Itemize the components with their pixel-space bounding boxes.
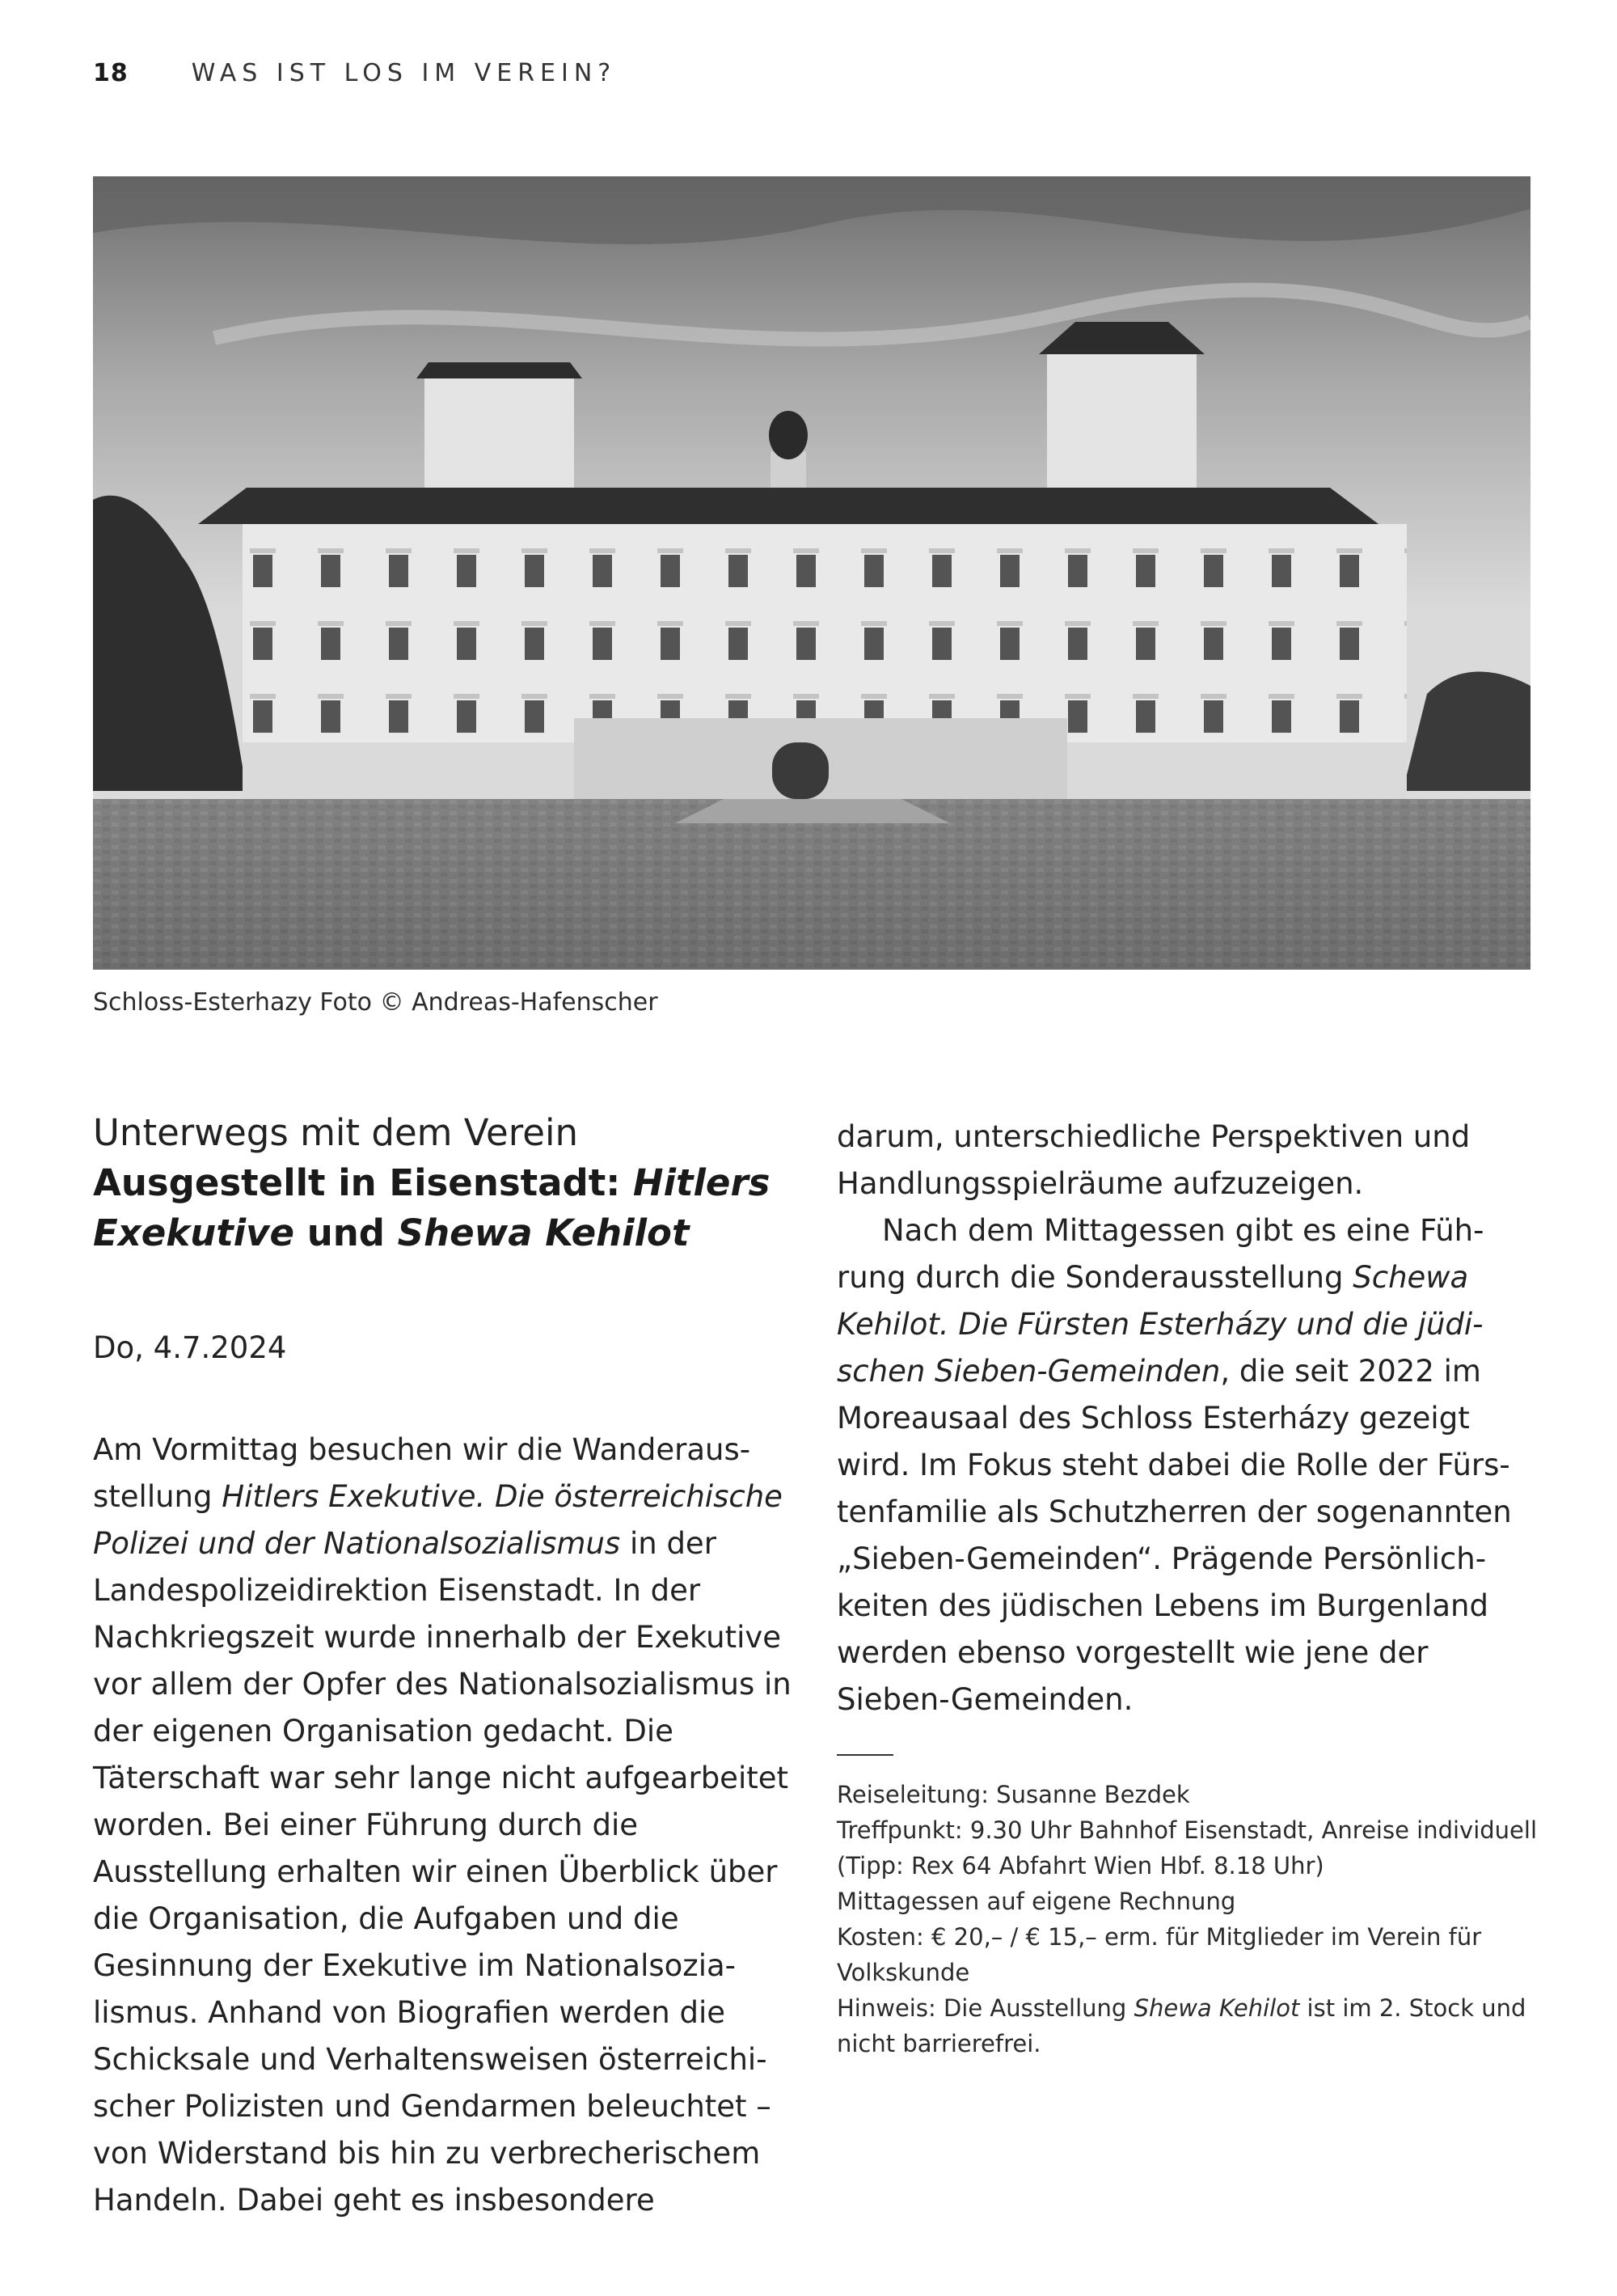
exhibition-title: Schewa Kehilot. Die Fürsten Esterházy und die jüdischen Sieben-Gemeinden (837, 1260, 1484, 1389)
info-leitung: Reiseleitung: Susanne Bezdek (837, 1781, 1190, 1808)
headline-part: und (294, 1211, 398, 1254)
running-header (93, 57, 616, 89)
info-kosten: Kosten: € 20,– / € 15,– erm. für Mitglieder im Verein für Volkskunde (837, 1923, 1482, 1986)
headline-italic: Hitlers (632, 1161, 771, 1204)
left-body-paragraph (93, 1427, 796, 2224)
article-headline (93, 1158, 796, 1258)
headline-italic: Shewa Kehilot (397, 1211, 690, 1254)
left-column (93, 1108, 796, 2224)
right-column (837, 1114, 1540, 2061)
right-body-paragraph-2 (837, 1207, 1540, 1723)
info-treffpunkt: Treffpunkt: 9.30 Uhr Bahnhof Eisenstadt, Anreise individuell (Tipp: Rex 64 Abfahrt Wien Hbf. 8.18 Uhr) (837, 1816, 1538, 1880)
headline-part: Ausgestellt in Eisenstadt: (93, 1161, 633, 1204)
page-number: 18 (93, 58, 129, 87)
info-text: Hinweis: Die Ausstellung (837, 1994, 1134, 2022)
photo-caption: Schloss-Esterhazy Foto © Andreas-Hafenscher (93, 988, 658, 1017)
info-hinweis (837, 1990, 1540, 2061)
headline-italic: Exekutive (93, 1211, 295, 1254)
info-italic: Shewa Kehilot (1134, 1994, 1300, 2022)
event-date: Do, 4.7.2024 (93, 1330, 287, 1365)
right-body-paragraph-1: darum, unterschiedliche Perspektiven und Handlungsspielräume aufzuzeigen. (837, 1119, 1471, 1201)
castle-photo (93, 176, 1530, 970)
schloss-esterhazy-image (93, 176, 1530, 970)
body-text: Am Vormittag besuchen wir die Wanderausstellung (93, 1432, 751, 1514)
exhibition-title: Hitlers Exekutive. Die österreichische Polizei und der Nationalsozialismus (93, 1479, 783, 1561)
info-mittagessen: Mittagessen auf eigene Rechnung (837, 1888, 1236, 1915)
section-title: WAS IST LOS IM VEREIN? (191, 58, 617, 87)
body-text: , die seit 2022 im Moreausaal des Schloss Esterházy gezeigt wird. Im Fokus steht dabei die Rolle der Fürstenfamilie als Schutzherren der sogenannten „Sieben-Gemeinden“. Prägende Persönlichkeiten des jüdischen Lebens im Burgenland werden ebenso vorgestellt wie jene der Sieben-Gemeinden. (837, 1354, 1512, 1717)
divider (837, 1754, 893, 1756)
article-kicker: Unterwegs mit dem Verein (93, 1111, 578, 1154)
body-text: Nach dem Mittagessen gibt es eine Führung durch die Sonderausstellung (837, 1213, 1484, 1295)
info-text: ist im 2. Stock und nicht barrierefrei. (837, 1994, 1526, 2057)
body-text: in der Landespolizeidirektion Eisenstadt. In der Nachkriegszeit wurde innerhalb der Exekutive vor allem der Opfer des Nationalsozialismus in der eigenen Organisation gedacht. Die Täterschaft war sehr lange nicht aufgearbeitet worden. Bei einer Führung durch die Ausstellung erhalten wir einen Überblick über die Organisation, die Aufgaben und die Gesinnung der Exekutive im Nationalsozialismus. Anhand von Biografien werden die Schicksale und Verhaltensweisen österreichischer Polizisten und Gendarmen beleuchtet – von Widerstand bis hin zu verbrecherischem Handeln. Dabei geht es insbesondere (93, 1526, 792, 2218)
